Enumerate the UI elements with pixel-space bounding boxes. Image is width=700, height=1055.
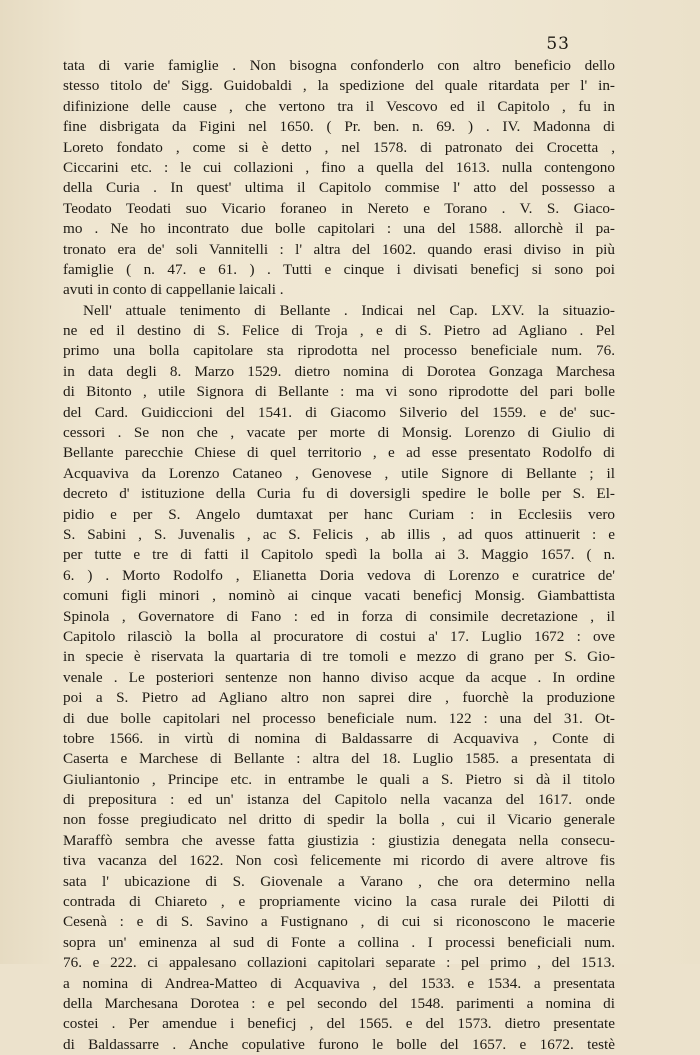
- text-line: di prepositura : ed un' istanza del Capitolo nella vacanza del 1617. onde: [63, 791, 615, 809]
- text-line: primo una bolla capitolare sta riprodotta nel processo beneficiale num. 76.: [63, 342, 615, 360]
- page-number: 53: [546, 34, 570, 54]
- text-line: in specie è riservata la quartaria di tre tomoli e mezzo di grano per S. Gio-: [63, 648, 615, 666]
- text-line: tata di varie famiglie . Non bisogna confonderlo con altro beneficio dello: [63, 57, 615, 74]
- text-line: di due bolle capitolari nel processo beneficiale num. 122 : una del 31. Ot-: [63, 709, 615, 727]
- body-text: [63, 56, 615, 1055]
- text-line: sopra un' eminenza al sud di Fonte a collina . I processi beneficiali num.: [63, 933, 615, 951]
- text-line: di Bitonto , utile Signora di Bellante : ma vi sono riprodotte del pari bolle: [63, 383, 615, 401]
- text-line: avuti in conto di cappellanie laicali .: [63, 281, 284, 299]
- text-line: stesso titolo de' Sigg. Guidobaldi , la spedizione del quale ritardata per l' in-: [63, 77, 615, 95]
- text-line: a nomina di Andrea-Matteo di Acquaviva , del 1533. e 1534. a presentata: [63, 974, 615, 992]
- text-line: venale . Le posteriori sentenze non hanno diviso acque da acque . In ordine: [63, 668, 615, 686]
- text-line: costei . Per amendue i beneficj , del 1565. e del 1573. dietro presentate: [63, 1015, 615, 1033]
- text-line: mo . Ne ho incontrato due bolle capitolari : una del 1588. allorchè il pa-: [63, 220, 615, 238]
- text-line: pidio e per S. Angelo dumtaxat per hanc Curiam : in Ecclesiis vero: [63, 505, 615, 523]
- text-line: Cesenà : e di S. Savino a Fustignano , di cui si riconoscono le macerie: [63, 913, 615, 931]
- text-line: Loreto fondato , come si è detto , nel 1578. di patronato dei Crocetta ,: [63, 138, 615, 156]
- text-line: decreto d' istituzione della Curia fu di doversigli spedire le bolle per S. El-: [63, 485, 615, 503]
- text-line: Giuliantonio , Principe etc. in entrambe le quali a S. Pietro si dà il titolo: [63, 770, 615, 788]
- text-line: famiglie ( n. 47. e 61. ) . Tutti e cinque i divisati beneficj si sono poi: [63, 260, 615, 278]
- text-line: Maraffò sembra che avesse fatta giustizia : giustizia denegata nella consecu-: [63, 831, 615, 849]
- text-line: per tutte e tre di fatti il Capitolo spedì la bolla ai 3. Maggio 1657. ( n.: [63, 546, 615, 564]
- text-line: cessori . Se non che , vacate per morte di Monsig. Lorenzo di Giulio di: [63, 424, 615, 442]
- text-line: ne ed il destino di S. Felice di Troja , e di S. Pietro ad Agliano . Pel: [63, 322, 615, 340]
- text-line: della Curia . In quest' ultima il Capitolo commise l' atto del possesso a: [63, 179, 615, 197]
- text-line: contrada di Chiareto , e propriamente vicino la casa rurale dei Pilotti di: [63, 893, 615, 911]
- text-line: del Card. Guidiccioni del 1541. di Giacomo Silverio del 1559. e de' suc-: [63, 403, 615, 421]
- text-line: comuni figli minori , nominò ai cinque vacati beneficj Monsig. Giambattista: [63, 587, 615, 605]
- text-line: Ciccarini etc. : le cui collazioni , fino a quella del 1613. nulla contengono: [63, 158, 615, 176]
- text-line: difinizione delle cause , che vertono tra il Vescovo ed il Capitolo , fu in: [63, 97, 615, 115]
- text-line: S. Sabini , S. Juvenalis , ac S. Felicis , ab illis , ad quos attinuerit : e: [63, 525, 615, 543]
- text-line: 6. ) . Morto Rodolfo , Elianetta Doria vedova di Lorenzo e curatrice de': [63, 566, 615, 584]
- text-line: non fosse pregiudicato nel dritto di spedir la bolla , cui il Vicario generale: [63, 811, 615, 829]
- text-line: Caserta e Marchese di Bellante : altra del 18. Luglio 1585. a presentata di: [63, 750, 615, 768]
- text-line: Teodato Teodati suo Vicario foraneo in Nereto e Torano . V. S. Giaco-: [63, 199, 615, 217]
- text-line: fine disbrigata da Figini nel 1650. ( Pr. ben. n. 69. ) . IV. Madonna di: [63, 118, 615, 136]
- text-line: della Marchesana Dorotea : e pel secondo del 1548. parimenti a nomina di: [63, 994, 615, 1012]
- text-line: 76. e 222. ci appalesano collazioni capitolari separate : pel primo , del 1513.: [63, 954, 615, 972]
- text-line: poi a S. Pietro ad Agliano altro non saprei dire , fuorchè la produzione: [63, 689, 615, 707]
- text-line: in data degli 8. Marzo 1529. dietro nomina di Dorotea Gonzaga Marchesa: [63, 362, 615, 380]
- text-line: tronato era de' soli Vannitelli : l' altra del 1602. quando erasi diviso in più: [63, 240, 615, 258]
- text-line: Spinola , Governatore di Fano : ed in forza di consimile decretazione , il: [63, 607, 615, 625]
- text-line: tobre 1566. in virtù di nomina di Baldassarre di Acquaviva , Conte di: [63, 729, 615, 747]
- text-line: tiva vacanza del 1622. Non così felicemente mi ricordo di avere altrove fis: [63, 852, 615, 870]
- text-line: Nell' attuale tenimento di Bellante . Indicai nel Cap. LXV. la situazio-: [83, 301, 615, 319]
- text-line: di Baldassarre . Anche copulative furono le bolle del 1657. e 1672. testè: [63, 1035, 615, 1053]
- text-line: sata l' ubicazione di S. Giovenale a Varano , che ora determino nella: [63, 872, 615, 890]
- text-line: Capitolo rilasciò la bolla al procuratore di costui a' 17. Luglio 1672 : ove: [63, 627, 615, 645]
- text-line: Acquaviva da Lorenzo Cataneo , Genovese , utile Signore di Bellante ; il: [63, 464, 615, 482]
- text-line: Bellante parecchie Chiese di quel territorio , e ad esse presentato Rodolfo di: [63, 444, 615, 462]
